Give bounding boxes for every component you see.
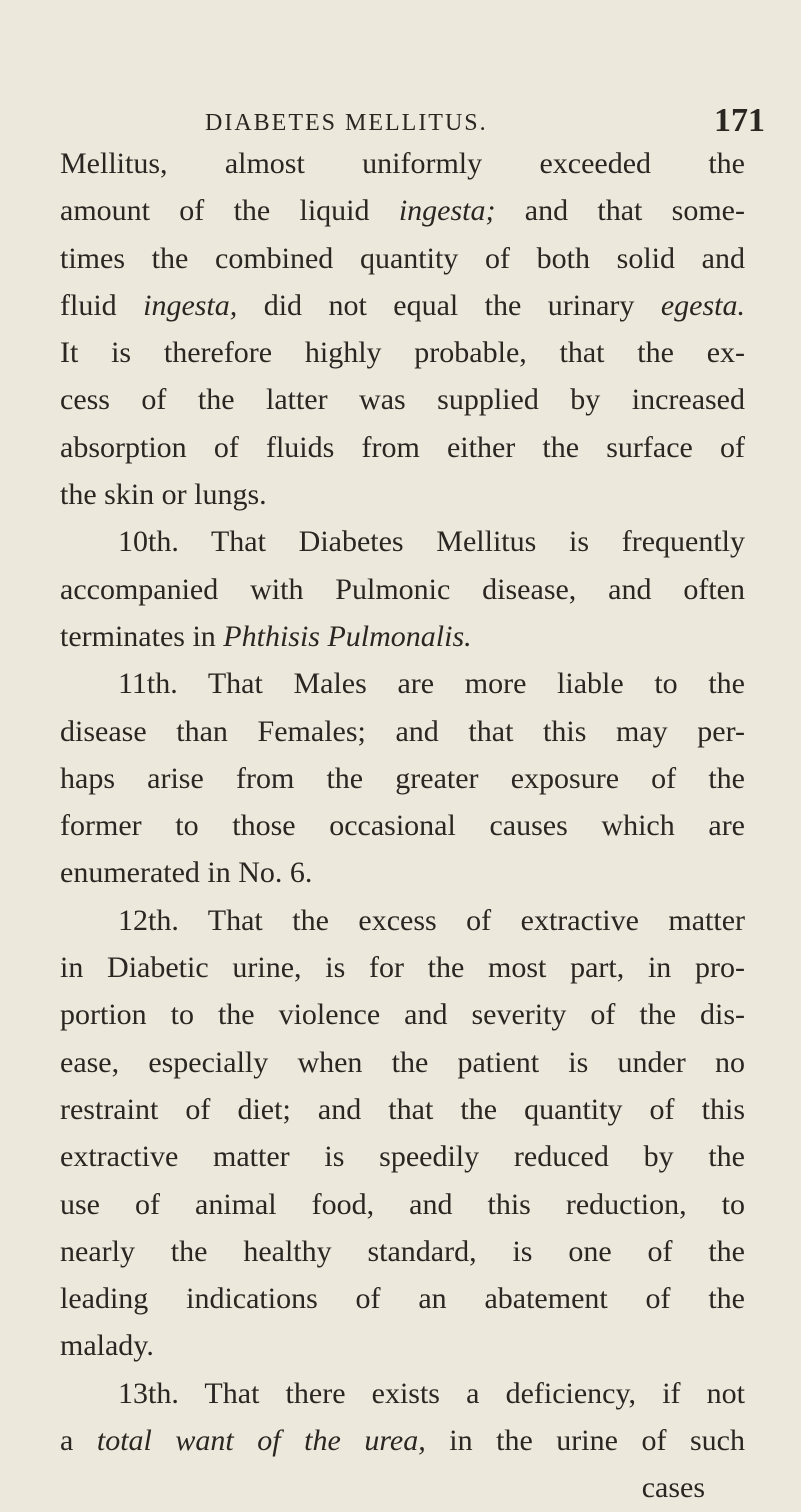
italic-text: total want of the urea,: [96, 1424, 426, 1458]
text-line: disease than Females; and that this may per-: [60, 714, 745, 748]
text-line: enumerated in No. 6.: [60, 856, 313, 890]
text-line: It is therefore highly probable, that the ex-: [60, 336, 745, 370]
text-line: 12th. That the excess of extractive matter: [118, 903, 745, 937]
text-line: nearly the healthy standard, is one of the: [60, 1234, 745, 1268]
text-line: 13th. That there exists a deficiency, if not: [118, 1376, 745, 1410]
text-line: use of animal food, and this reduction, to: [60, 1187, 745, 1221]
body-text: [60, 140, 745, 1512]
text-line: terminates in Phthisis Pulmonalis.: [60, 619, 472, 653]
italic-text: egesta.: [660, 288, 745, 322]
text-line: amount of the liquid ingesta; and that some-: [60, 194, 745, 228]
text-line: restraint of diet; and that the quantity of this: [60, 1092, 745, 1126]
running-head: DIABETES MELLITUS.: [205, 110, 488, 136]
text-line: Mellitus, almost uniformly exceeded the: [60, 147, 745, 180]
text-line: leading indications of an abatement of the: [60, 1282, 745, 1316]
text-line: absorption of fluids from either the surface of: [60, 430, 745, 464]
text-line: portion to the violence and severity of the dis-: [60, 998, 745, 1032]
text-line: cess of the latter was supplied by increased: [60, 383, 745, 417]
text-line: times the combined quantity of both solid and: [60, 241, 745, 275]
catchword: cases: [641, 1471, 705, 1505]
text-line: ease, especially when the patient is under no: [60, 1045, 745, 1079]
text-line: accompanied with Pulmonic disease, and often: [60, 572, 745, 606]
italic-text: ingesta,: [143, 288, 238, 322]
text-line: 11th. That Males are more liable to the: [118, 667, 745, 701]
page-number: 171: [714, 102, 765, 139]
text-line: malady.: [60, 1329, 154, 1363]
text-line: former to those occasional causes which are: [60, 809, 745, 843]
text-line: in Diabetic urine, is for the most part, in pro-: [60, 951, 745, 985]
text-line: 10th. That Diabetes Mellitus is frequently: [118, 525, 745, 559]
text-line: the skin or lungs.: [60, 478, 267, 512]
text-line: haps arise from the greater exposure of the: [60, 761, 745, 795]
text-line: fluid ingesta, did not equal the urinary egesta.: [60, 288, 745, 322]
italic-text: Phthisis Pulmonalis.: [223, 619, 472, 653]
italic-text: ingesta;: [398, 194, 496, 228]
text-line: a total want of the urea, in the urine of such: [60, 1424, 745, 1458]
text-line: extractive matter is speedily reduced by the: [60, 1140, 745, 1174]
